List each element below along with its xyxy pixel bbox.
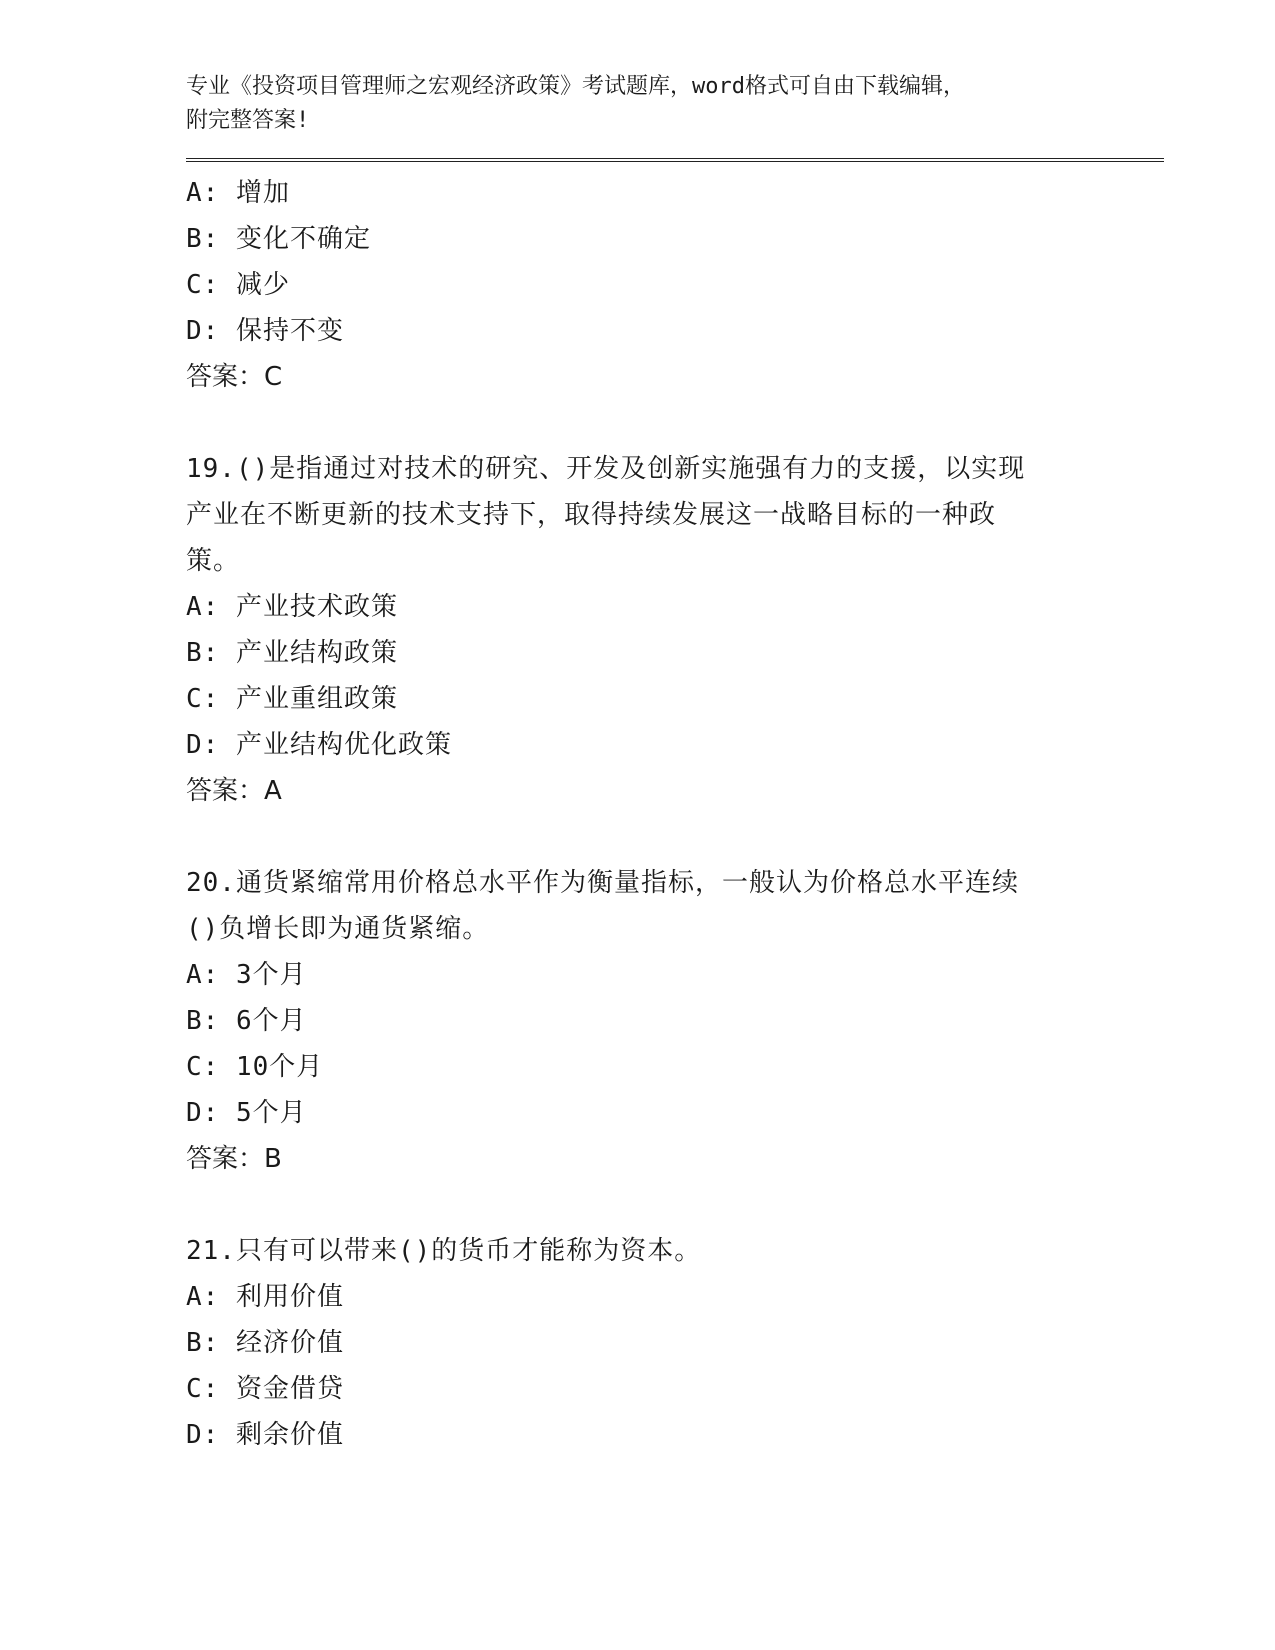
- option-d: D: 保持不变: [186, 316, 344, 346]
- answer: 答案：A: [186, 776, 282, 806]
- option-a: A: 利用价值: [186, 1282, 344, 1312]
- header-line-1: 专业《投资项目管理师之宏观经济政策》考试题库，word格式可自由下载编辑，: [186, 74, 965, 99]
- option-d: D: 5个月: [186, 1098, 307, 1128]
- option-b: B: 变化不确定: [186, 224, 371, 254]
- option-d: D: 剩余价值: [186, 1420, 344, 1450]
- answer: 答案：C: [186, 362, 283, 392]
- option-b: B: 6个月: [186, 1006, 307, 1036]
- question-stem-line: ()负增长即为通货紧缩。: [186, 914, 490, 944]
- question-stem-line: 21.只有可以带来()的货币才能称为资本。: [186, 1236, 702, 1266]
- question-18: [186, 170, 1166, 400]
- answer: 答案：B: [186, 1144, 282, 1174]
- option-c: C: 产业重组政策: [186, 684, 398, 714]
- option-a: A: 增加: [186, 178, 290, 208]
- header-line-2: 附完整答案!: [186, 108, 310, 133]
- question-21: [186, 1228, 1166, 1458]
- question-stem-line: 策。: [186, 546, 241, 576]
- option-d: D: 产业结构优化政策: [186, 730, 452, 760]
- question-stem-line: 20.通货紧缩常用价格总水平作为衡量指标，一般认为价格总水平连续: [186, 868, 1019, 898]
- question-20: [186, 860, 1166, 1182]
- option-a: A: 3个月: [186, 960, 307, 990]
- option-c: C: 10个月: [186, 1052, 324, 1082]
- option-a: A: 产业技术政策: [186, 592, 398, 622]
- question-stem-line: 产业在不断更新的技术支持下，取得持续发展这一战略目标的一种政: [186, 500, 997, 530]
- option-b: B: 经济价值: [186, 1328, 344, 1358]
- option-c: C: 减少: [186, 270, 290, 300]
- option-c: C: 资金借贷: [186, 1374, 344, 1404]
- header-divider: [186, 158, 1164, 162]
- question-stem-line: 19.()是指通过对技术的研究、开发及创新实施强有力的支援，以实现: [186, 454, 1026, 484]
- document-page: [186, 70, 1166, 1458]
- question-list: [186, 170, 1166, 1458]
- option-b: B: 产业结构政策: [186, 638, 398, 668]
- question-19: [186, 446, 1166, 814]
